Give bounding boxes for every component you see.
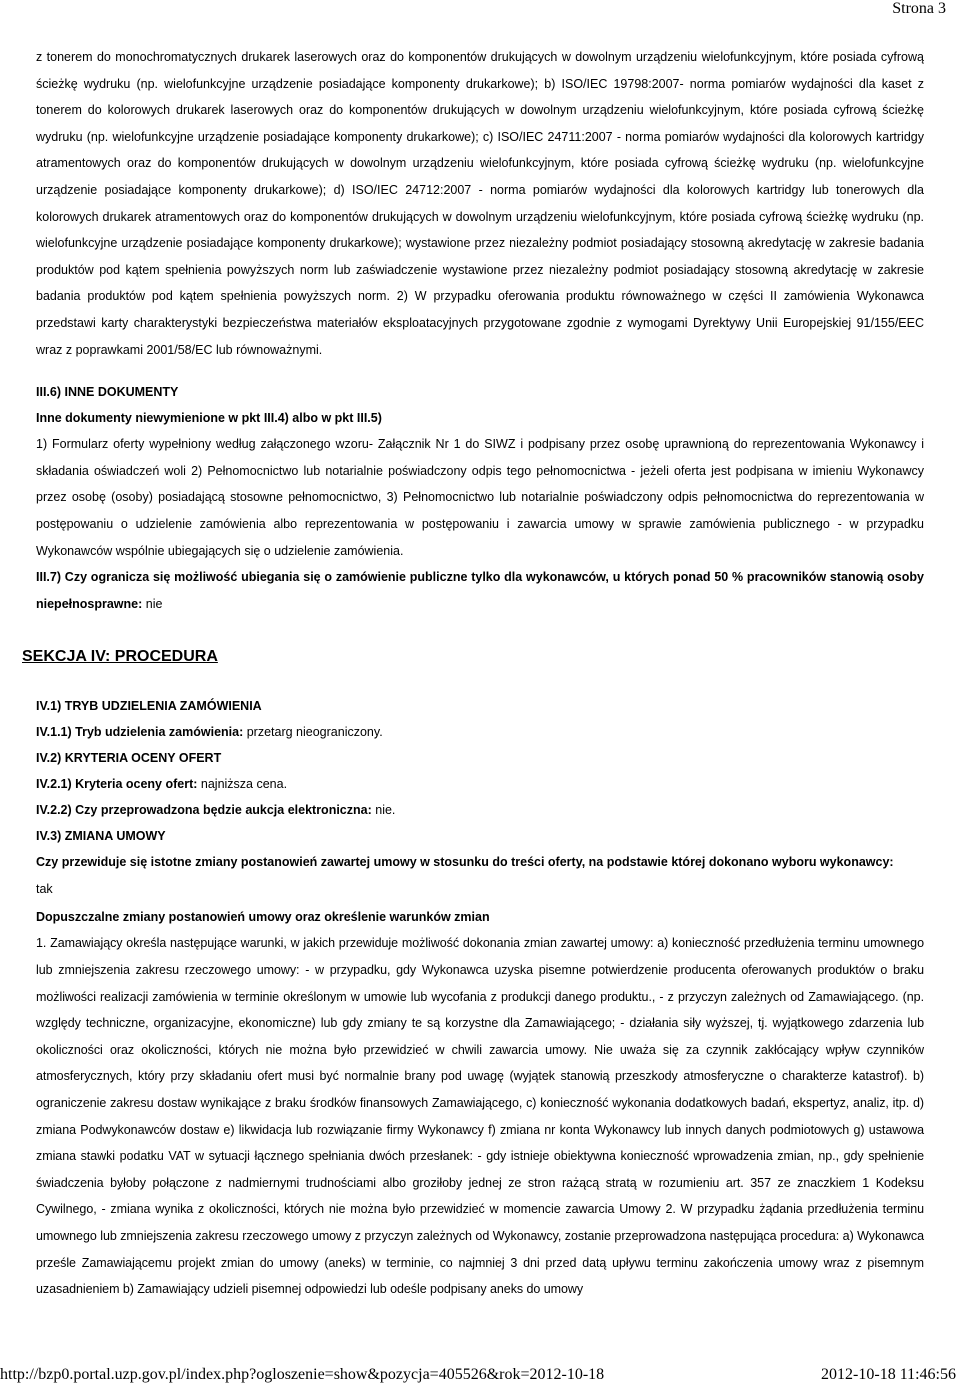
section-iv-1-1: [36, 719, 924, 745]
footer-datetime: 2012-10-18 11:46:56: [821, 1366, 956, 1383]
section-iii-7-answer: nie: [142, 596, 163, 611]
section-iv-1-1-label: IV.1.1) Tryb udzielenia zamówienia:: [36, 725, 244, 740]
section-iv-2-1: [36, 771, 924, 797]
allowed-changes-text: 1. Zamawiający określa następujące warunki, w jakich przewiduje możliwość dokonania zmian zawartej umowy: a) konieczność przedłużenia terminu umownego lub zmniejszenia zakresu rzeczowego umowy: - w przypadku, gdy Wykonawca uzyska pisemne potwierdzenie producenta oferowanych produktów o braku możliwości realizacji zamówienia w terminie określonym w umowie lub wycofania z produkcji danego produktu., - z przyczyn zależnych od Zamawiającego. (np. względy techniczne, organizacyjne, ekonomiczne) lub gdy zmiany te są korzystne dla Zamawiającego; - działania siły wyższej, tj. wyjątkowego zdarzenia lub okoliczności oraz okoliczności, których nie można było przewidzieć w chwili zawarcia umowy. Nie uważa się za czynnik zakłócający wpływ czynników atmosferycznych, który przy składaniu ofert musi być normalnie brany pod uwagę (wyjątek stanowią przeszkody atmosferyczne o charakterze katastrof). b) ograniczenie zakresu dostaw wynikające z braku środków finansowych Zamawiającego, c) konieczność wykonania dodatkowych badań, ekspertyz, analiz, itp. d) zmiana Podwykonawców dostaw e) likwidacja lub rozwiązanie firmy Wykonawcy f) zmiana nr konta Wykonawcy lub innych danych podmiotowych g) ustawowa zmiana stawki podatku VAT w sytuacji łącznego spełniania dwóch przesłanek: - gdy istnieje obiektywna konieczność wprowadzenia zmian, np., gdy spełnienie świadczenia byłoby połączone z nadmiernymi trudnościami albo groziłoby jednej ze stron rażącą stratą w rozumieniu art. 357 ze znaczkiem 1 Kodeksu Cywilnego, - zmiana wynika z okoliczności, których nie można było przewidzieć w momencie zawarcia Umowy 2. W przypadku żądania przedłużenia terminu umownego lub zmniejszenia zakresu rzeczowego umowy z przyczyn zależnych od Wykonawcy, zostanie przeprowadzona następująca procedura: a) Wykonawca prześle Zamawiającemu projekt zmian do umowy (aneks) w terminie, co najmniej 3 dni przed datą upływu terminu zakończenia umowy wraz z pisemnym uzasadnieniem b) Zamawiający udzieli pisemnej odpowiedzi lub odeśle podpisany aneks do umowy: [36, 936, 924, 1297]
section-iii-7-question: III.7) Czy ogranicza się możliwość ubiegania się o zamówienie publiczne tylko dla wykonawców, u których ponad 50 % pracowników stanowią osoby niepełnosprawne:: [36, 570, 924, 611]
section-iv-2-2-value: nie.: [371, 803, 396, 818]
footer-url: http://bzp0.portal.uzp.gov.pl/index.php?ogloszenie=show&pozycja=405526&rok=2012-10-18: [0, 1366, 605, 1383]
section-iv-2-1-value: najniższa cena.: [197, 777, 288, 792]
section-iv-2-1-label: IV.2.1) Kryteria oceny ofert:: [36, 777, 198, 792]
section-iii-7: [36, 564, 924, 617]
continuation-paragraph: z tonerem do monochromatycznych drukarek laserowych oraz do komponentów drukujących w dowolnym urządzeniu wielofunkcyjnym, które posiada cyfrową ścieżkę wydruku (np. wielofunkcyjne urządzenie posiadające komponenty drukarkowe); b) ISO/IEC 19798:2007- norma pomiarów wydajności dla kaset z tonerem do kolorowych drukarek laserowych oraz do komponentów drukujących w dowolnym urządzeniu wielofunkcyjnym, które posiada cyfrową ścieżkę wydruku (np. wielofunkcyjne urządzenie posiadające komponenty drukarkowe); c) ISO/IEC 24711:2007 - norma pomiarów wydajności dla kolorowych kartridgy atramentowych oraz do komponentów drukujących w dowolnym urządzeniu wielofunkcyjnym, które posiada cyfrową ścieżkę wydruku (np. wielofunkcyjne urządzenie posiadające komponenty drukarkowe); d) ISO/IEC 24712:2007 - norma pomiarów wydajności dla kolorowych kartridgy lub tonerowych dla kolorowych drukarek atramentowych oraz do komponentów drukujących w dowolnym urządzeniu wielofunkcyjnym, które posiada cyfrową ścieżkę wydruku (np. wielofunkcyjne urządzenie posiadające komponenty drukarkowe); wystawione przez niezależny podmiot posiadający stosowną akredytację w zakresie badania produktów pod kątem spełnienia powyższych norm lub zaświadczenie wystawione przez niezależny podmiot posiadający stosowną akredytację w zakresie badania produktów pod kątem spełnienia powyższych norm. 2) W przypadku oferowania produktu równoważnego w części II zamówienia Wykonawca przedstawi karty charakterystyki bezpieczeństwa materiałów eksploatacyjnych przygotowane zgodnie z wymogami Dyrektywy Unii Europejskiej 91/155/EEC wraz z poprawkami 2001/58/EC lub równoważnymi.: [36, 50, 924, 357]
section-iv-2-2-label: IV.2.2) Czy przeprowadzona będzie aukcja elektroniczna:: [36, 803, 372, 818]
section-iii-6-text: 1) Formularz oferty wypełniony według załączonego wzoru- Załącznik Nr 1 do SIWZ i podpisany przez osobę uprawnioną do reprezentowania Wykonawcy i składania oświadczeń woli 2) Pełnomocnictwo lub notarialnie poświadczony odpis tego pełnomocnictwa - jeżeli oferta jest podpisana w imieniu Wykonawcy przez osobę (osoby) posiadającą stosowne pełnomocnictwo, 3) Pełnomocnictwo lub notarialnie poświadczony odpis pełnomocnictwa do reprezentowania w postępowaniu o udzielenie zamówienia albo reprezentowania w postępowaniu i zawarcia umowy w sprawie zamówienia publicznego - w przypadku Wykonawców wspólnie ubiegających się o udzielenie zamówienia.: [36, 437, 924, 558]
document-body: [36, 44, 924, 1303]
allowed-changes-heading: Dopuszczalne zmiany postanowień umowy oraz określenie warunków zmian: [36, 910, 490, 925]
change-answer: tak: [36, 881, 53, 896]
section-iv-2-2: [36, 797, 924, 823]
change-question: Czy przewiduje się istotne zmiany postanowień zawartej umowy w stosunku do treści oferty, na podstawie której dokonano wyboru wykonawcy:: [36, 855, 894, 870]
section-iv-2-heading: IV.2) KRYTERIA OCENY OFERT: [36, 751, 222, 766]
section-iv-1-heading: IV.1) TRYB UDZIELENIA ZAMÓWIENIA: [36, 699, 262, 714]
section-iii-6-subheading: Inne dokumenty niewymienione w pkt III.4) albo w pkt III.5): [36, 411, 382, 426]
section-iv-title: SEKCJA IV: PROCEDURA: [22, 648, 218, 665]
page-number: Strona 3: [892, 0, 946, 17]
section-iv-1-1-value: przetarg nieograniczony.: [243, 725, 383, 740]
section-iii-6-heading: III.6) INNE DOKUMENTY: [36, 385, 179, 400]
section-iv-3-heading: IV.3) ZMIANA UMOWY: [36, 829, 166, 844]
